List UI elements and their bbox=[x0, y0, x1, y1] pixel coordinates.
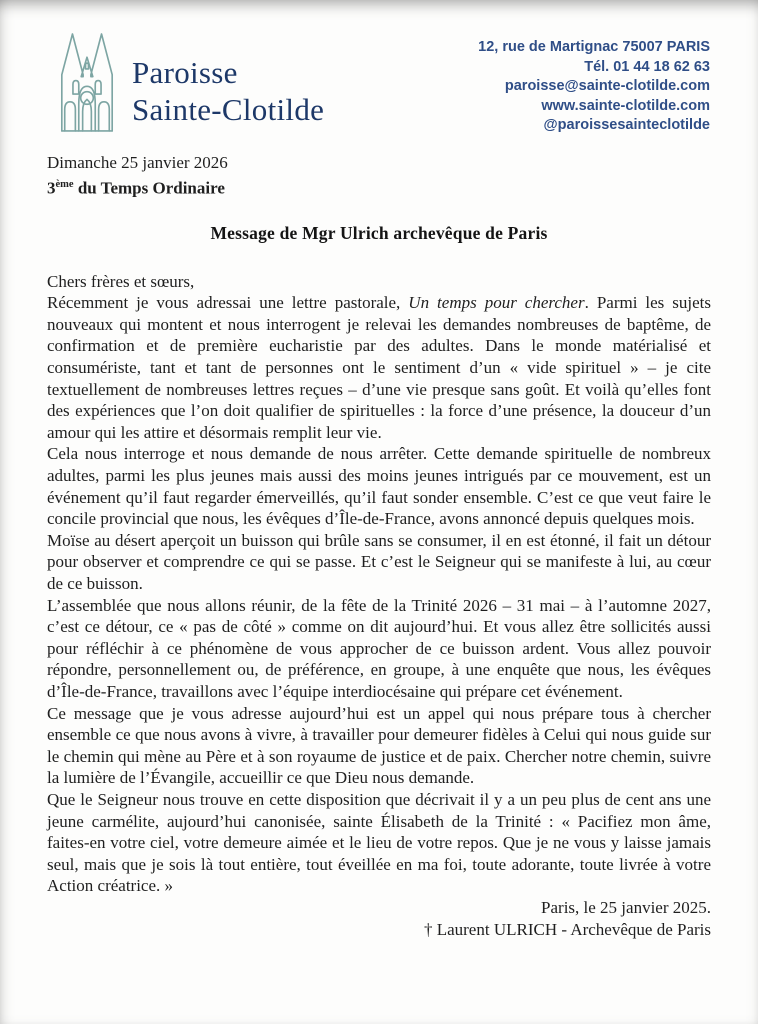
paragraph-5: Ce message que je vous adresse aujourd’hui est un appel qui nous prépare tous à chercher ensemble ce que nous avons à vivre, à travailler pour demeurer fidèles à Celui qui nous guide sur le chemin qui mène au Père et à son royaume de justice et de paix. Chercher notre chemin, suivre la lumière de l’Évangile, accueillir ce que Dieu nous demande. bbox=[47, 703, 711, 788]
church-facade-icon bbox=[56, 30, 118, 137]
parish-brand bbox=[56, 28, 324, 137]
paragraph-1 bbox=[47, 292, 711, 443]
liturgical-ordinal-suffix: ème bbox=[55, 179, 74, 190]
date-line: Dimanche 25 janvier 2026 bbox=[47, 153, 228, 172]
paragraph-4: L’assemblée que nous allons réunir, de la fête de la Trinité 2026 – 31 mai – à l’automne 2027, c’est ce détour, ce « pas de côté » comme on dit aujourd’hui. Et vous allez être sollicités aussi pour réfléchir à ce phénomène de vous approcher de ce buisson ardent. Vous allez pouvoir répondre, personnellement ou, de préférence, en groupe, à une enquête que nous, les évêques d’Île-de-France, travaillons avec l’équipe interdiocésaine qui prépare cet événement. bbox=[47, 595, 711, 701]
contact-social: @paroissesainteclotilde bbox=[543, 117, 710, 133]
paragraph-1-end: . Parmi les sujets nouveaux qui montent et nous interrogent je relevai les demandes nombreuses de baptême, de confirmation et de première eucharistie par des adultes. Dans le monde matérialisé et consumériste, tant et tant de personnes ont le sentiment d’un « vide spirituel » – je cite textuellement de nombreuses lettres reçues – d’une vie presque sans goût. Et voilà qu’elles font des expériences que l’on doit qualifier de spirituelles : la force d’une présence, la douceur d’un amour qui les attire et désormais remplit leur vie. bbox=[47, 293, 712, 442]
parish-name-line1: Paroisse bbox=[132, 55, 238, 90]
paragraph-3: Moïse au désert aperçoit un buisson qui brûle sans se consumer, il en est étonné, il fait un détour pour observer et comprendre ce qui se passe. Et c’est le Seigneur qui se manifeste à lui, au cœur de ce buisson. bbox=[47, 530, 711, 593]
letter-content bbox=[0, 152, 758, 940]
liturgical-day-line bbox=[47, 174, 711, 200]
letter-body bbox=[47, 271, 711, 897]
liturgical-number: 3 bbox=[47, 178, 56, 198]
contact-website: www.sainte-clotilde.com bbox=[541, 97, 710, 114]
contact-phone: Tél. 01 44 18 62 63 bbox=[584, 58, 710, 75]
signature-line: † Laurent ULRICH - Archevêque de Paris bbox=[423, 919, 711, 939]
place-date-line: Paris, le 25 janvier 2025. bbox=[541, 897, 711, 917]
letter-title: Message de Mgr Ulrich archevêque de Paris bbox=[210, 222, 548, 243]
paragraph-6: Que le Seigneur nous trouve en cette disposition que décrivait il y a un peu plus de cent ans une jeune carmélite, aujourd’hui canonisée, sainte Élisabeth de la Trinité : « Pacifiez mon âme, faites-en votre ciel, votre demeure aimée et le lieu de votre repos. Que je ne vous y laisse jamais seul, mais que je sois là tout entière, tout éveillée en ma foi, toute adorante, toute livrée à votre Action créatrice. » bbox=[47, 789, 711, 896]
paragraph-2: Cela nous interroge et nous demande de nous arrêter. Cette demande spirituelle de nombreux adultes, parmi les plus jeunes mais aussi des moins jeunes intrigués par ce mouvement, est un événement qu’il faut regarder émerveillés, qu’il faut sonder ensemble. C’est ce que veut faire le concile provincial que nous, les évêques d’Île-de-France, avons annoncé depuis quelques mois. bbox=[47, 444, 711, 529]
liturgical-rest: du Temps Ordinaire bbox=[73, 178, 225, 198]
parish-name-line2: Sainte-Clotilde bbox=[132, 92, 325, 127]
contact-block bbox=[478, 38, 710, 136]
dateline bbox=[47, 152, 711, 200]
parish-name bbox=[132, 54, 324, 128]
signoff bbox=[47, 897, 711, 941]
letterhead bbox=[0, 0, 758, 137]
pastoral-letter-title: Un temps pour chercher bbox=[408, 293, 585, 313]
contact-address: 12, rue de Martignac 75007 PARIS bbox=[478, 39, 710, 55]
contact-email: paroisse@sainte-clotilde.com bbox=[504, 78, 710, 94]
salutation: Chers frères et sœurs, bbox=[47, 271, 195, 291]
paragraph-1-start: Récemment je vous adressai une lettre pastorale, bbox=[47, 293, 409, 313]
